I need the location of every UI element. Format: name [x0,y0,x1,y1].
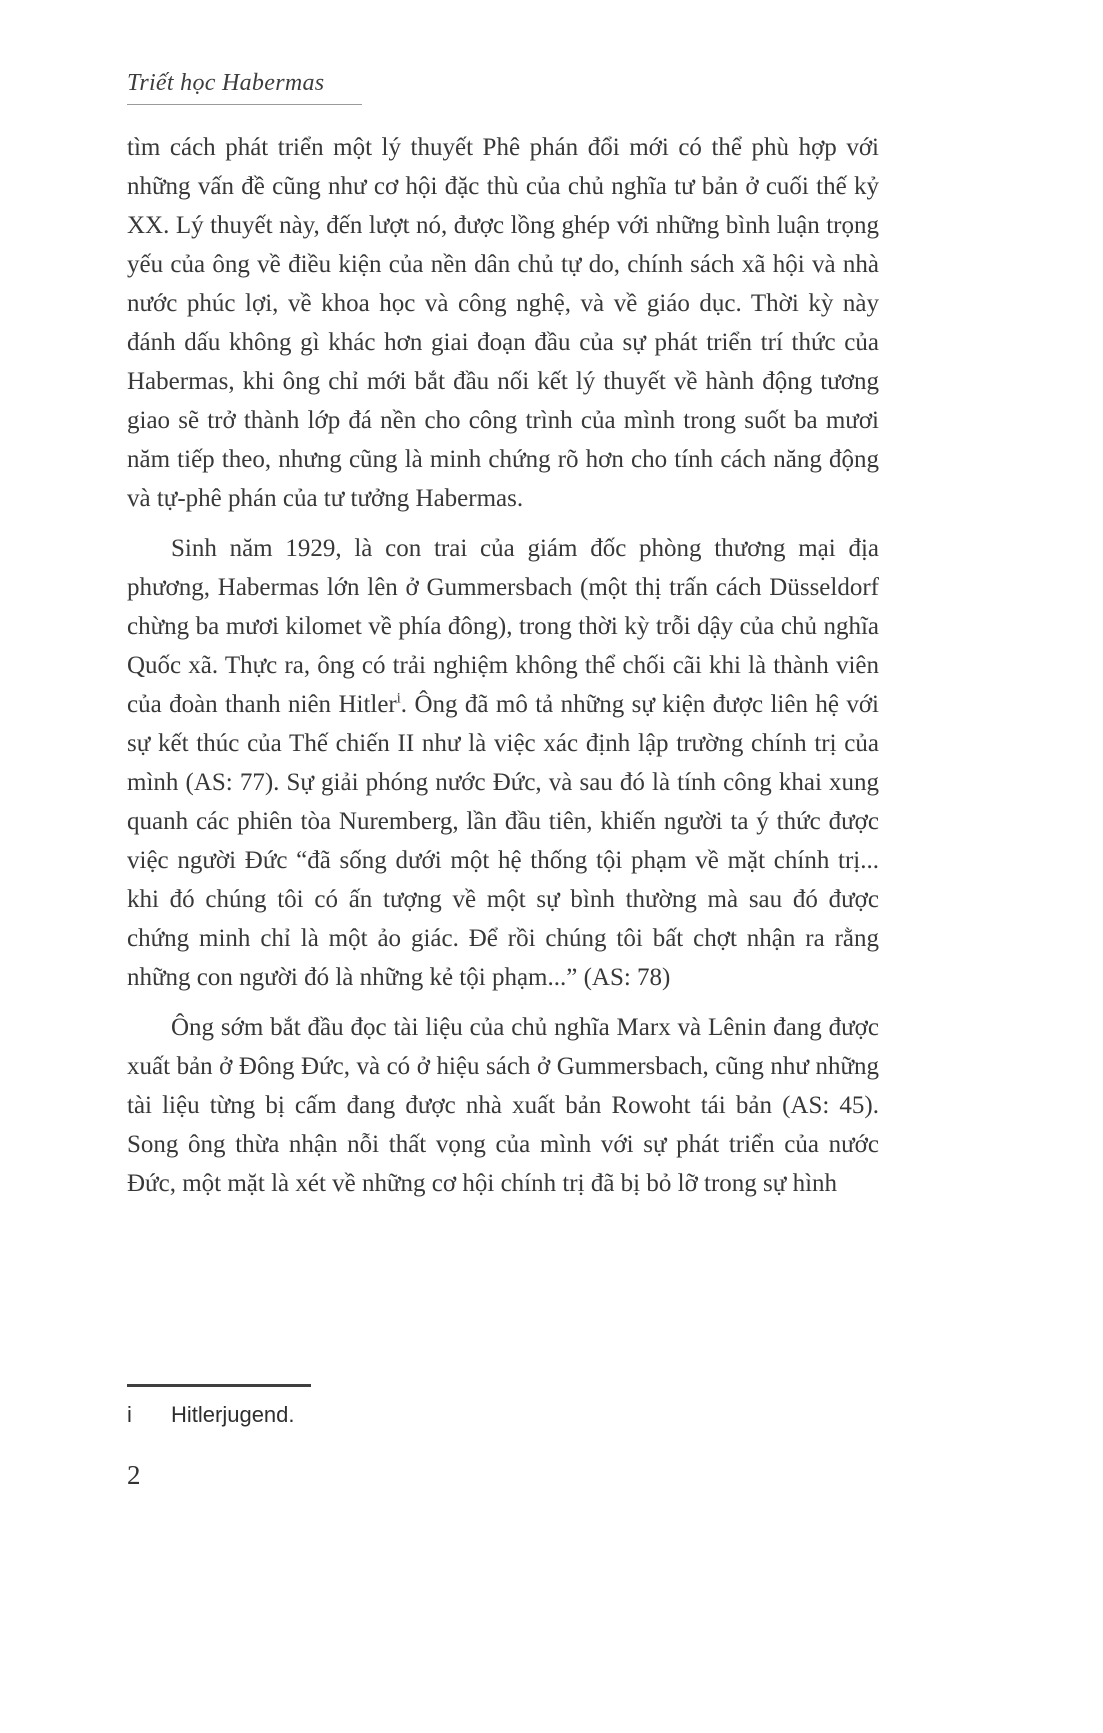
header-rule [127,104,362,105]
body-paragraph-3: Ông sớm bắt đầu đọc tài liệu của chủ nghĩa Marx và Lênin đang được xuất bản ở Đông Đức, và có ở hiệu sách ở Gummersbach, cũng như những tài liệu từng bị cấm đang được nhà xuất bản Rowoht tái bản (AS: 45). Song ông thừa nhận nỗi thất vọng của mình với sự phát triển của nước Đức, một mặt là xét về những cơ hội chính trị đã bị bỏ lỡ trong sự hình [127,1014,879,1197]
footnote-marker: i [127,1402,132,1427]
body-paragraph-1: tìm cách phát triển một lý thuyết Phê phán đổi mới có thể phù hợp với những vấn đề cũng như cơ hội đặc thù của chủ nghĩa tư bản ở cuối thế kỷ XX. Lý thuyết này, đến lượt nó, được lồng ghép với những bình luận trọng yếu của ông về điều kiện của nền dân chủ tự do, chính sách xã hội và nhà nước phúc lợi, về khoa học và công nghệ, và về giáo dục. Thời kỳ này đánh dấu không gì khác hơn giai đoạn đầu của sự phát triển trí thức của Habermas, khi ông chỉ mới bắt đầu nối kết lý thuyết về hành động tương giao sẽ trở thành lớp đá nền cho công trình của mình trong suốt ba mươi năm tiếp theo, nhưng cũng là minh chứng rõ hơn cho tính cách năng động và tự-phê phán của tư tưởng Habermas. [127,134,879,512]
page-number: 2 [127,1460,141,1490]
footnote [127,1402,879,1428]
footnote-separator-rule [127,1384,311,1387]
body-text [127,128,879,1214]
body-paragraph-2 [127,529,879,997]
footnote-text: Hitlerjugend. [171,1402,295,1427]
running-header-title: Triết học Habermas [127,70,325,96]
footnote-ref-marker: i [396,690,401,707]
paragraph-2-text-after-ref: . Ông đã mô tả những sự kiện được liên hệ với sự kết thúc của Thế chiến II như là việc xác định lập trường chính trị của mình (AS: 77). Sự giải phóng nước Đức, và sau đó là tính công khai xung quanh các phiên tòa Nuremberg, lần đầu tiên, khiến người ta ý thức được việc người Đức “đã sống dưới một hệ thống tội phạm về mặt chính trị... khi đó chúng tôi có ấn tượng về một sự bình thường mà sau đó được chứng minh chỉ là một ảo giác. Để rồi chúng tôi bất chợt nhận ra rằng những con người đó là những kẻ tội phạm...” (AS: 78) [127,691,880,991]
paragraph-2-text-before-ref: Sinh năm 1929, là con trai của giám đốc phòng thương mại địa phương, Habermas lớn lên ở Gummersbach (một thị trấn cách Düsseldorf chừng ba mươi kilomet về phía đông), trong thời kỳ trỗi dậy của chủ nghĩa Quốc xã. Thực ra, ông có trải nghiệm không thể chối cãi khi là thành viên của đoàn thanh niên Hitler [127,535,879,718]
